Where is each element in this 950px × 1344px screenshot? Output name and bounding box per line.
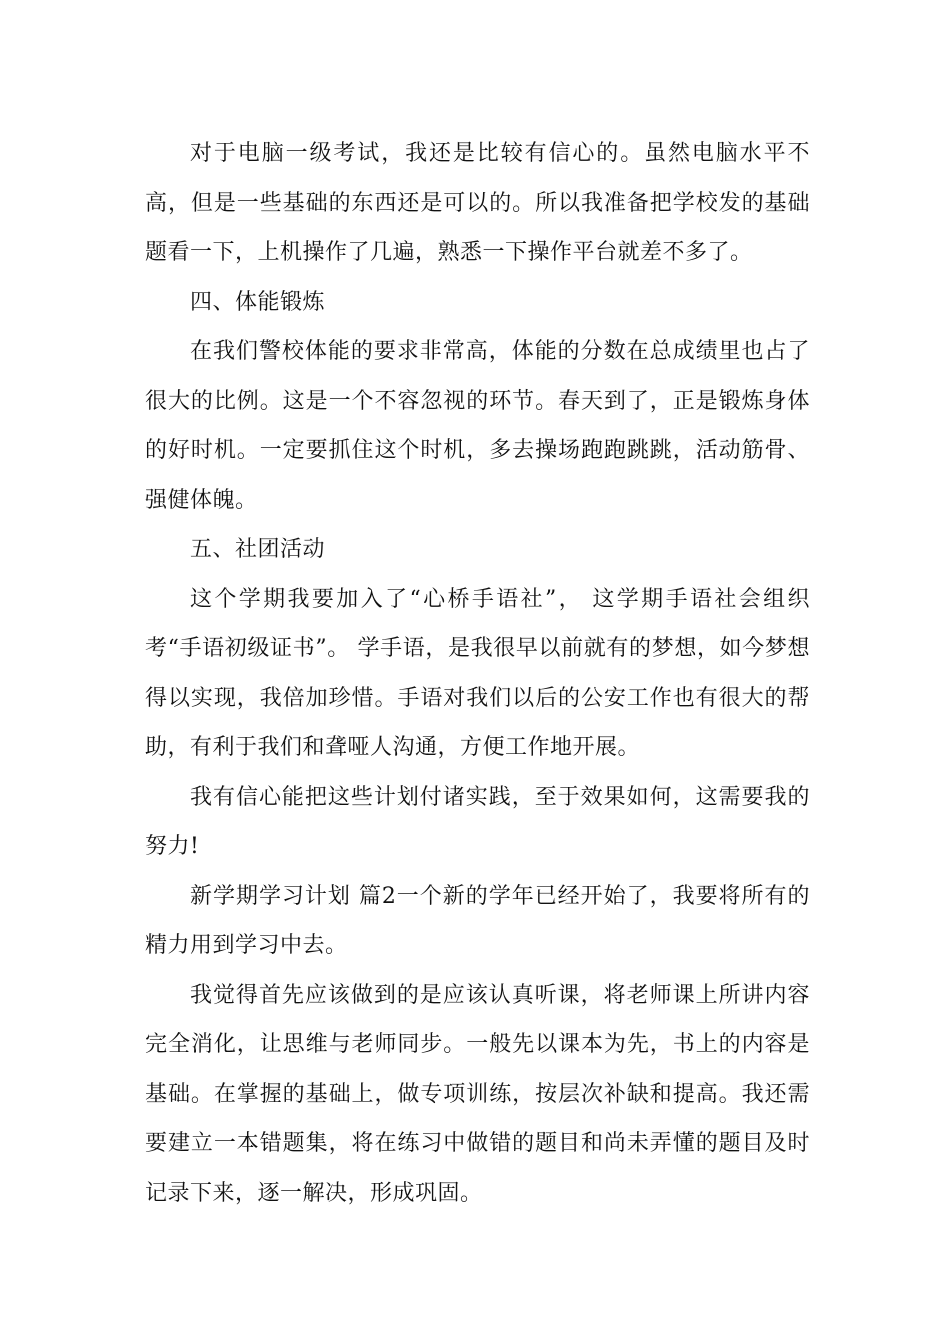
paragraph-physical-training: 在我们警校体能的要求非常高，体能的分数在总成绩里也占了很大的比例。这是一个不容忽视的环节。春天到了，正是锻炼身体的好时机。一定要抓住这个时机，多去操场跑跑跳跳，活动筋骨、强健体魄。 (145, 339, 810, 513)
paragraph-sign-language-club: 这个学期我要加入了“心桥手语社”， 这学期手语社会组织考“手语初级证书”。 学手语，是我很早以前就有的梦想，如今梦想得以实现，我倍加珍惜。手语对我们以后的公安工作也有很大的帮助，有利于我们和聋哑人沟通，方便工作地开展。 (145, 586, 810, 760)
paragraph-listening-in-class: 我觉得首先应该做到的是应该认真听课，将老师课上所讲内容完全消化，让思维与老师同步。一般先以课本为先，书上的内容是基础。在掌握的基础上，做专项训练，按层次补缺和提高。我还需要建立一本错题集，将在练习中做错的题目和尚未弄懂的题目及时记录下来，逐一解决，形成巩固。 (145, 982, 810, 1206)
heading-club-activities: 五、社团活动 (190, 537, 326, 562)
paragraph-plan-2-intro: 新学期学习计划 篇2一个新的学年已经开始了，我要将所有的精力用到学习中去。 (145, 883, 810, 958)
paragraph-confidence: 我有信心能把这些计划付诸实践，至于效果如何，这需要我的努力! (145, 784, 810, 859)
paragraph-computer-exam: 对于电脑一级考试，我还是比较有信心的。虽然电脑水平不高，但是一些基础的东西还是可以的。所以我准备把学校发的基础题看一下，上机操作了几遍，熟悉一下操作平台就差不多了。 (145, 141, 810, 265)
heading-physical-training: 四、体能锻炼 (190, 289, 326, 315)
document-body (145, 129, 810, 1218)
